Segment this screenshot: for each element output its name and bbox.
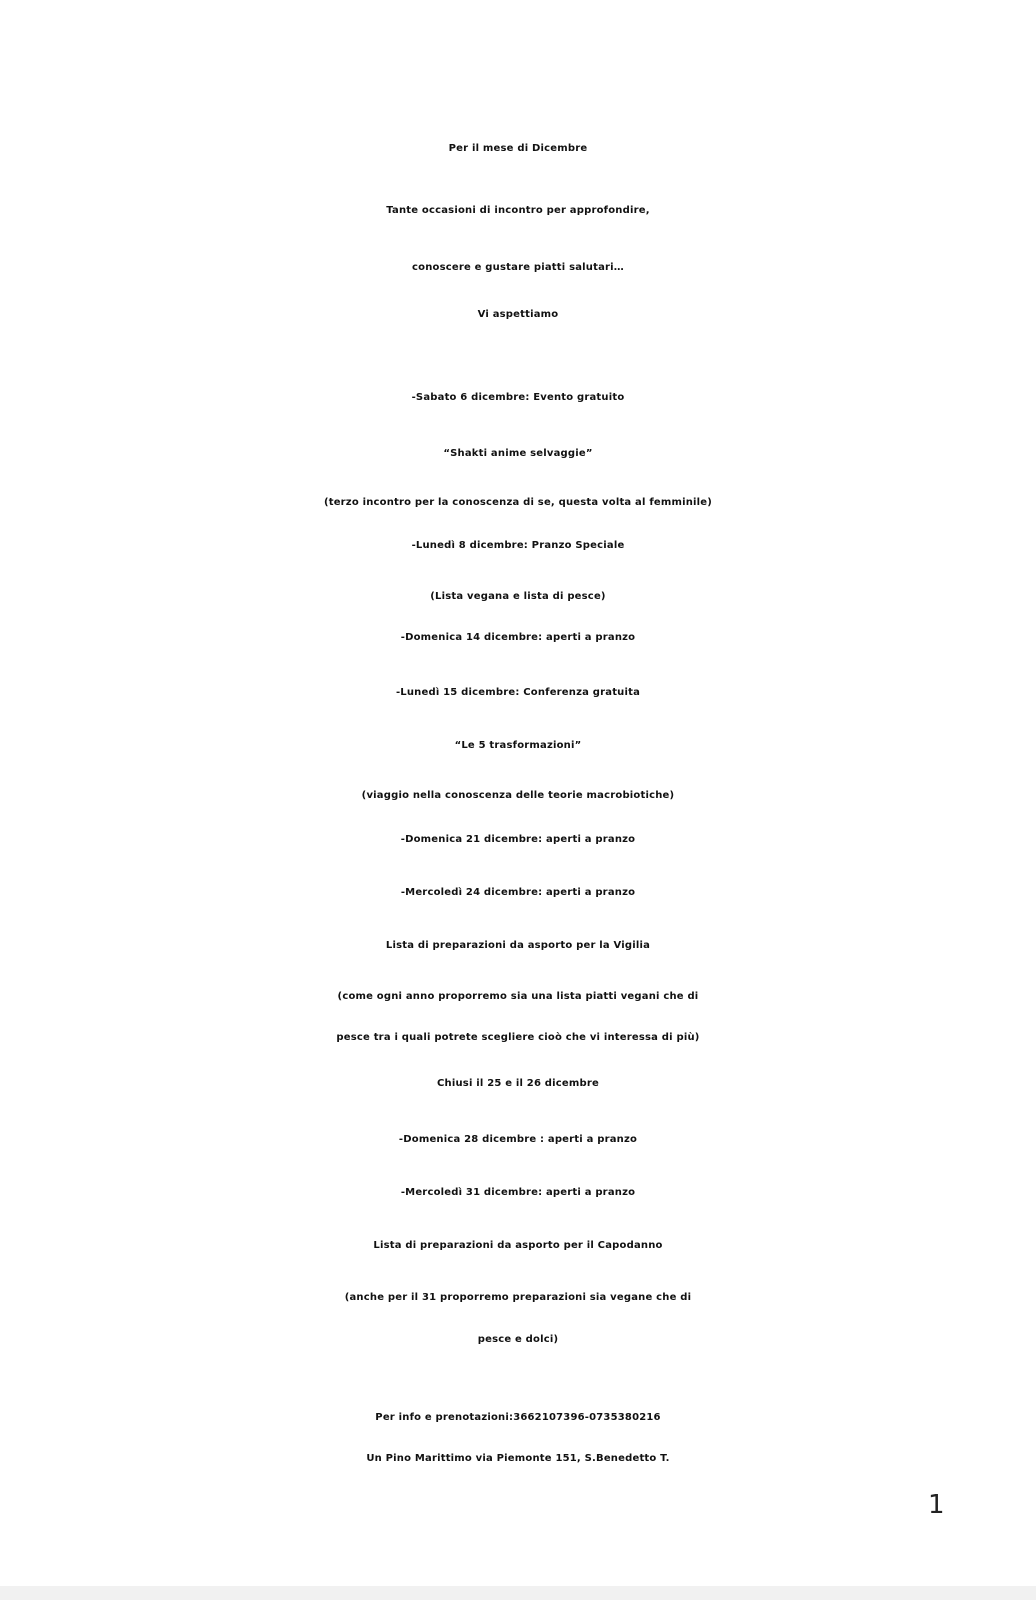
event-dec-24-extra: Lista di preparazioni da asporto per la Vigilia: [385, 940, 651, 951]
event-dec-14: -Domenica 14 dicembre: aperti a pranzo: [400, 632, 636, 643]
event-dec-21: -Domenica 21 dicembre: aperti a pranzo: [400, 834, 636, 845]
greeting: Vi aspettiamo: [477, 309, 559, 320]
closed-notice: Chiusi il 25 e il 26 dicembre: [437, 1078, 599, 1089]
subtitle-line-1: Tante occasioni di incontro per approfondire,: [386, 205, 650, 216]
event-dec-8: -Lunedì 8 dicembre: Pranzo Speciale: [411, 540, 625, 551]
event-dec-28: -Domenica 28 dicembre : aperti a pranzo: [398, 1134, 638, 1145]
event-dec-24-note-1: (come ogni anno proporremo sia una lista piatti vegani che di: [337, 991, 699, 1002]
flyer-title: Per il mese di Dicembre: [448, 143, 588, 154]
event-dec-8-note: (Lista vegana e lista di pesce): [430, 591, 606, 602]
event-dec-15-name: “Le 5 trasformazioni”: [454, 740, 582, 751]
event-dec-31-extra: Lista di preparazioni da asporto per il Capodanno: [373, 1240, 663, 1251]
event-dec-6-name: “Shakti anime selvaggie”: [443, 448, 593, 459]
bottom-bar: [0, 1586, 1036, 1600]
event-dec-24-note-2: pesce tra i quali potrete scegliere cioò che vi interessa di più): [336, 1032, 700, 1043]
event-dec-6: -Sabato 6 dicembre: Evento gratuito: [411, 392, 625, 403]
event-dec-24: -Mercoledì 24 dicembre: aperti a pranzo: [400, 887, 636, 898]
page-number: 1: [928, 1490, 945, 1520]
subtitle-line-2: conoscere e gustare piatti salutari…: [412, 262, 624, 273]
event-dec-15-note: (viaggio nella conoscenza delle teorie macrobiotiche): [361, 790, 675, 801]
contact-info: Per info e prenotazioni:3662107396-0735380216: [375, 1412, 661, 1423]
event-dec-31: -Mercoledì 31 dicembre: aperti a pranzo: [400, 1187, 636, 1198]
event-dec-6-note: (terzo incontro per la conoscenza di se, questa volta al femminile): [323, 497, 713, 508]
event-dec-31-note-2: pesce e dolci): [477, 1334, 559, 1345]
event-dec-31-note-1: (anche per il 31 proporremo preparazioni sia vegane che di: [344, 1292, 692, 1303]
address: Un Pino Marittimo via Piemonte 151, S.Benedetto T.: [366, 1453, 670, 1464]
event-dec-15: -Lunedì 15 dicembre: Conferenza gratuita: [395, 687, 641, 698]
